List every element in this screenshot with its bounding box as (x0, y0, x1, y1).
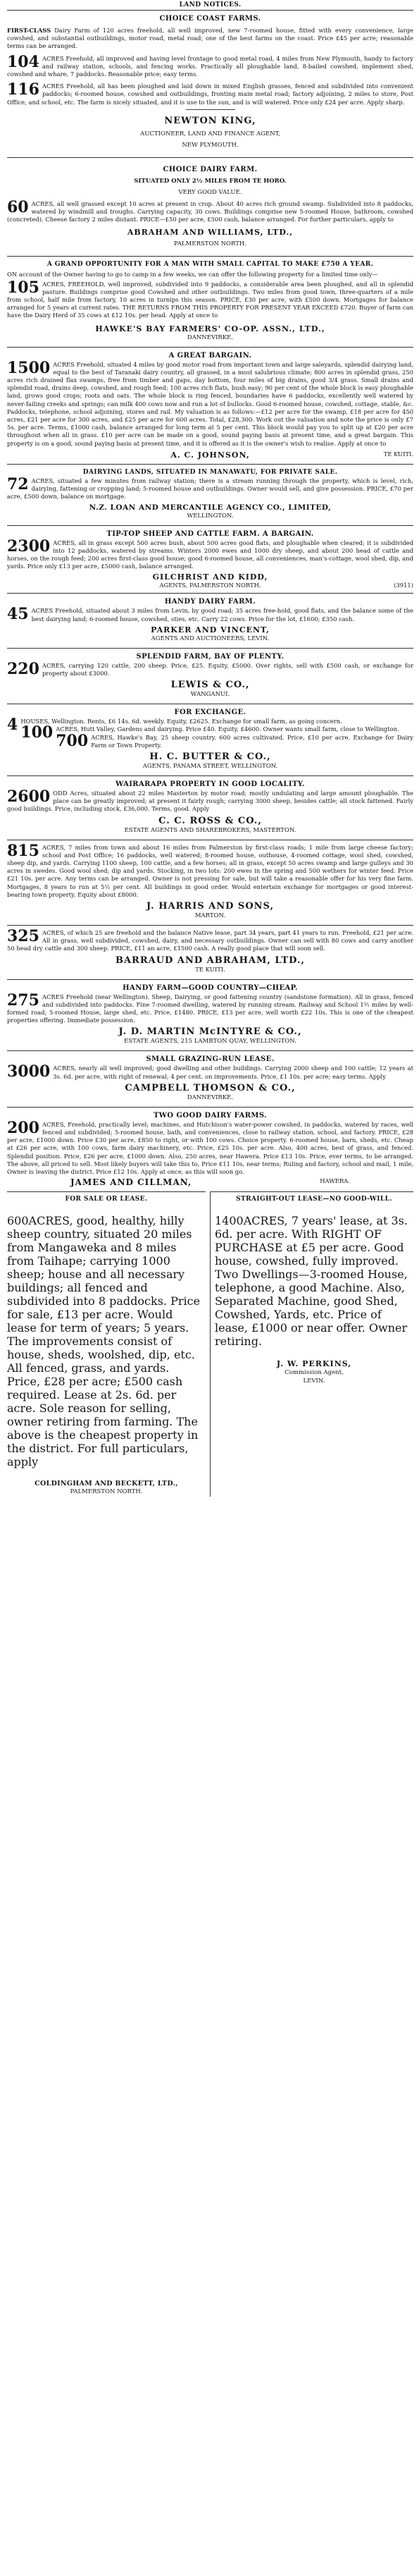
ad-for-sale-or-lease (7, 1191, 206, 1497)
listing-acres: 600 (7, 1214, 29, 1228)
listing-intro: ON account of the Owner having to go to camp in a few weeks, we can offer the following property for a limited time only— (7, 271, 378, 278)
agent-location: ESTATE AGENTS, 215 LAMBTON QUAY, WELLINGTON. (124, 1038, 296, 1045)
ad-heading: A GREAT BARGAIN. (168, 351, 252, 360)
ad-heading: SMALL GRAZING-RUN LEASE. (146, 1055, 275, 1064)
listing-text: ACRES Freehold (near Wellington). Sheep, Dairying, or good fattening country (sandstone formation). All in grass, fenced and subdivided into paddocks. Fine 7-roomed dwelling, watered by running stream. Railway and School 1½ miles by well-formed road; 5-roomed House, large shed, etc. Price, £1480. PRICE, £13 per acre, well worth £22 10s. This is one of the cheapest properties offering. Immediate possession. (7, 993, 413, 1024)
listing-acres: 275 (7, 990, 39, 1010)
listing-text: ACRES, Hawke's Bay, 25 sheep country. 600 acres cultivated. Price, £10 per acre. Exchange for Dairy Farm or Town Property. (91, 733, 413, 749)
agent-row (7, 582, 413, 589)
ad-handy-dairy-farm-levin (7, 597, 413, 643)
listing (7, 1214, 206, 1468)
agent-location: HAWERA. (320, 1177, 350, 1185)
divider (7, 925, 413, 926)
ad-heading: WAIRARAPA PROPERTY IN GOOD LOCALITY. (115, 780, 305, 788)
listing (7, 787, 413, 814)
divider (7, 464, 413, 465)
divider (7, 1107, 413, 1108)
agent-name: BARRAUD AND ABRAHAM, LTD., (115, 955, 306, 966)
listing (7, 27, 413, 51)
ad-heading: A GRAND OPPORTUNITY FOR A MAN WITH SMALL CAPITAL TO MAKE £750 A YEAR. (46, 261, 374, 269)
agent-name: N.Z. LOAN AND MERCANTILE AGENCY CO., LIMITED, (89, 503, 332, 512)
ad-grand-opportunity (7, 260, 413, 342)
listing-count: 4 (7, 716, 18, 735)
agent-name: ABRAHAM AND WILLIAMS, LTD., (127, 228, 294, 238)
agent-location: AGENTS, PALMERSTON NORTH. (159, 582, 261, 589)
ad-heading: CHOICE DAIRY FARM. (163, 165, 258, 173)
listing-text: ACRES, of which 25 are freehold and the balance Native lease, part 34 years, part 41 years to run. Freehold, £21 per acre. All in grass, well subdivided, cowshed, dairy, and necessary outbuildings. Owner can sell with 80 cows and carry another 50 head dry cattle and 300 sheep. PRICE, £11 an acre, £1500 cash. A really good place that will soon sell. (7, 928, 413, 952)
listing-text: ACRES, carrying 120 cattle, 200 sheep. Price, £25. Equity, £5000. Over rights, sell with £500 cash, or exchange for property about £3000. (42, 661, 413, 677)
listing-text: ACRES Freehold, situated about 3 miles from Levin, by good road; 35 acres free-hold, good flats, and the balance some of the best dairying land; 6-roomed house, cowshed, sties, etc. Carry 22 cows. Price for the lot, £1600; £350 cash. (31, 607, 413, 622)
agent-location: TE KUITI. (383, 450, 413, 458)
listing-text: ODD Acres, situated about 22 miles Masterton by motor road; mostly undulating and large amount ploughable. The place can be greatly improved; at present it fairly rough; carrying 3000 sheep, besides cattle; all stock fattened. Fairly good buildings. Price, including stock, £36,000. Terms, good. Apply (7, 789, 413, 813)
listing-acres: 220 (7, 659, 39, 678)
bottom-columns (7, 1191, 413, 1497)
listing (7, 278, 413, 320)
agent-name: COLDINGHAM AND BECKETT, LTD., (35, 1480, 178, 1488)
ad-small-grazing-run-lease (7, 1055, 413, 1102)
ad-subheading: SITUATED ONLY 2½ MILES FROM TE HORO. (134, 177, 287, 185)
ad-dairying-lands-manawatu (7, 468, 413, 521)
divider (7, 157, 413, 158)
listing-text: ACRES Freehold, all improved and having level frontage to good metal road, 4 miles from New Plymouth, handy to factory and railway station, schools, and fencing works. Practically all ploughable land, 8-bailed cowshed, implement shed, cowshed and whare, 7 paddocks. Reasonable price; easy terms. (7, 54, 413, 78)
listing (7, 990, 413, 1025)
listing-acres: 200 (7, 1118, 39, 1137)
ad-acres-815 (7, 844, 413, 921)
divider (7, 979, 413, 980)
listing-text: ACRES, all in grass except 500 acres bush, about 500 acres good flats, and ploughable when cleared; it is subdivided into 12 paddocks, watered by streams. Winters 2000 ewes and 1000 dry sheep, and about 200 head of cattle and horses, on the rough feed; 200 acres first-class good house; good 6-roomed house, all conveniences, man's-cottage, wool shed, dip, and yards. Price only £13 per acre, £5000 cash, balance arranged. (7, 539, 413, 570)
agent-name: C. C. ROSS & CO., (158, 815, 262, 826)
ad-choice-dairy-farm (7, 161, 413, 250)
ad-for-exchange (7, 708, 413, 771)
agent-name: J. W. PERKINS, (276, 1359, 352, 1369)
agent-row (7, 450, 413, 460)
divider (7, 775, 413, 776)
spacer (7, 582, 49, 589)
listing-text: ACRES Freehold, all has been ploughed and laid down in mixed English grasses, fenced and subdivided into convenient paddocks; 6-roomed house, cowshed and outbuildings, fronting main metal road; factory adjoining, 2 miles to store, Post Office, and school, etc. The farm is nicely situated, and it is use to the sun, and is will watered. Price only £24 per acre. Apply sharp. (7, 82, 413, 106)
listing-text: HOUSES, Wellington. Rents, £6 14s. 6d. weekly. Equity, £2625. Exchange for small farm, as going concern. (20, 718, 342, 725)
agent-name: A. C. JOHNSON, (170, 450, 250, 460)
ad-heading: STRAIGHT-OUT LEASE—NO GOOD-WILL. (236, 1196, 392, 1203)
spacer (7, 450, 92, 460)
agent-location: AGENTS AND AUCTIONEERS, LEVIN. (151, 634, 270, 642)
agent-name: JAMES AND CILLMAN, (70, 1177, 192, 1188)
agent-location: LEVIN. (303, 1378, 325, 1385)
listing-acres: 3000 (7, 1062, 51, 1081)
divider (7, 10, 413, 11)
listing (7, 607, 413, 622)
ad-reference: (3911) (394, 582, 413, 589)
listing (7, 358, 413, 448)
listing-text: ACRES, FREEHOLD, well improved, subdivided into 9 paddocks, a considerable area been ploughed, and all in splendid pasture. Buildings comprise good Cowshed and other outbuildings. Two miles from good town, three-quarters of a mile from school, half mile from factory, 10 acres in turnips this season. PRICE, £30 per acre, with £500 down. Mortgages for balance arranged for 5 years at current rates. THE RETURNS FROM THIS PROPERTY FOR PRESENT YEAR EXCEED £720. Buyer of farm can have the Dairy Herd of 35 cows at £12 10s. per head. Apply at once to (7, 280, 413, 319)
listing-acres: 1400 (215, 1214, 244, 1228)
listing-acres: 60 (7, 197, 29, 216)
listing-text: ACRES, Hutt Valley, Gardens and dairying. Price £40. Equity, £4600. Owner wants small farm, close to Wellington. (56, 725, 399, 733)
agent-location: TE KUITI. (195, 966, 225, 974)
listing (7, 844, 413, 899)
agent-location: AGENTS, PANAMA STREET, WELLINGTON. (142, 762, 278, 770)
ad-heading: FOR EXCHANGE. (174, 709, 246, 717)
listing (7, 929, 413, 953)
agent-name: NEWTON KING, (164, 115, 256, 126)
page-header: LAND NOTICES. (179, 1, 242, 8)
listing-acres: 104 (7, 52, 39, 71)
ad-acres-325 (7, 929, 413, 975)
agent-location: DANNEVIRKE. (187, 1093, 234, 1101)
agent-detail: AUCTIONEER, LAND AND FINANCE AGENT, (140, 130, 280, 137)
listing-text: ACRES Freehold, situated 4 miles by good motor road from important town and large saleyards, splendid dairying land, equal to the best of Taranaki dairy country, all grassed, in a most salubrious climate; 800 acres in splendid grass, 250 acres rich drained flax swamps, free from timber and gaps, day bottom, four miles of big drains, good 3/4 grass. Small drains and splendid road, drains deep, cowshed, and rough feed; 100 acres rich flats, bush easy; 90 per cent of the whole block is easy ploughable land, grows good crops; roots and oats. The whole block is ring fenced, boundaries have 6 paddocks, excellently well watered by never-failing creeks and springs; can milk 400 cows now and run a lot of bullocks. Good 6-roomed house, cowshed, cottage, stable, &c. Paddocks, telephone, school adjoining, stores and rail. My valuation is as follows:—£12 per acre for the swamp, £18 per acre for 450 acres, £21 per acre for 300 acres, and £25 per acre for 600 acres. Total, £28,300. Work out the valuation and note the price is only £7 5s. per acre. Terms, £1000 cash, balance arranged for long term at 5 per cent. This block would pay you to split up at £20 per acre throughout when all in grass. £10 per acre can be made on a good, sound paying basis at present time, and a great bargain. This property is on a good, sound paying basis at present time, and it is offered as it is the owner's wish to realise. Apply at once to (7, 360, 413, 447)
agent-name: HAWKE'S BAY FARMERS' CO-OP. ASSN., LTD., (95, 324, 325, 333)
ad-heading: DAIRYING LANDS, SITUATED IN MANAWATU, FOR PRIVATE SALE. (82, 468, 338, 476)
ad-heading: FOR SALE OR LEASE. (65, 1196, 148, 1203)
listing (215, 1214, 413, 1348)
divider (186, 109, 235, 110)
listing (7, 1118, 413, 1176)
ad-heading: TIP-TOP SHEEP AND CATTLE FARM. A BARGAIN. (106, 529, 314, 538)
agent-location: ESTATE AGENTS AND SHAREBROKERS, MASTERTON. (124, 826, 296, 834)
agent-location: DANNEVIRKE. (187, 333, 234, 341)
listing-acres: 45 (7, 605, 29, 624)
listing (7, 659, 413, 678)
listing (7, 1062, 413, 1081)
divider (7, 525, 413, 526)
listing (7, 536, 413, 571)
ad-subheading: VERY GOOD VALUE. (178, 188, 242, 196)
agent-location: NEW PLYMOUTH. (182, 141, 239, 149)
agent-location: WELLINGTON. (187, 512, 234, 520)
listing (7, 197, 413, 224)
divider (7, 648, 413, 649)
agent-name: J. HARRIS AND SONS, (146, 900, 274, 912)
ad-heading: CHOICE COAST FARMS. (159, 15, 261, 23)
agent-detail: Commission Agent, (284, 1369, 344, 1377)
agent-location: PALMERSTON NORTH. (173, 240, 247, 248)
listing-acres: 325 (7, 928, 39, 945)
newspaper-page (0, 1, 419, 2576)
ad-heading: HANDY DAIRY FARM. (164, 598, 256, 606)
agent-name: PARKER AND VINCENT, (151, 625, 270, 634)
agent-name: CAMPBELL THOMSON & CO., (125, 1082, 296, 1093)
agent-location: WANGANUI. (190, 691, 230, 699)
agent-name: J. D. MARTIN McINTYRE & CO., (118, 1026, 302, 1038)
agent-location: MARTON. (194, 912, 226, 919)
listing-acres: 1500 (7, 358, 51, 377)
agent-name: LEWIS & CO., (170, 680, 250, 691)
ad-straight-out-lease (210, 1191, 413, 1497)
listing (7, 82, 413, 106)
ad-great-bargain (7, 351, 413, 460)
listing-acres: 105 (7, 278, 39, 297)
listing-text: Dairy Farm of 120 acres freehold, all well improved, new 7-roomed house, fitted with every convenience, large cowshed, and substantial outbuildings, motor road, metal road; one of the best farms on the coast. Price £45 per acre; reasonable terms can be arranged. (7, 27, 413, 50)
listing-acres: 815 (7, 843, 39, 860)
listing (7, 474, 413, 501)
listing-text: ACRES, nearly all well improved; good dwelling and other buildings. Carrying 2000 sheep and 100 cattle; 12 years at 3s. 6d. per acre, with right of renewal; 4 per cent. on improvements. Price, £1 10s. per acre; easy terms. Apply (53, 1065, 413, 1080)
ad-tip-top-sheep-cattle (7, 529, 413, 589)
ad-heading: SPLENDID FARM, BAY OF PLENTY. (136, 652, 284, 661)
ad-heading: TWO GOOD DAIRY FARMS. (153, 1111, 268, 1120)
listing-acres: 700 (56, 731, 89, 750)
agent-name: H. C. BUTTER & CO., (149, 751, 271, 762)
divider (7, 256, 413, 257)
listing-text: ACRES, 7 miles from town and about 16 miles from Palmerston by first-class roads; 1 mile from large cheese factory; school and Post Office; 16 paddocks, well watered; 8-roomed house, outhouse, 4-roomed cottage, wool shed, cowshed, sheep dip, and yards. Carrying 1100 sheep, 100 cattle, and a few horses; all in grass, except 50 acres swamp and large gulleys and 30 acres in swedes. Good wool shed; dip and yards. Stocking, in two lots: 200 ewes in the spring and 500 wethers for winter feed. Price £21 10s. per acre. Any terms can be arranged. Owner is not pressing for sale, but will take a reasonable offer for his very fine farm. Mortgages, 8 years to run at 5½ per cent. All buildings in good order. Would entertain exchange for mortgages or good interest-bearing town property. Equity about £8000. (7, 843, 413, 898)
divider (7, 593, 413, 594)
listing-acres: 2300 (7, 536, 51, 556)
ad-choice-coast-farms (7, 14, 413, 150)
listing (7, 52, 413, 79)
ad-wairarapa-property (7, 780, 413, 835)
listing-acres: 116 (7, 80, 39, 99)
listing-text: ACRES, good, healthy, hilly sheep country, situated 20 miles from Mangaweka and 8 miles from Taihape; carrying 1000 sheep; house and all necessary buildings; all fenced and subdivided into 8 paddocks. Price for sale, £13 per acre. Would lease for term of years; 5 years. The improvements consist of house, sheds, woolshed, dip, etc. All fenced, grass, and yards. Price, £28 per acre; £500 cash required. Lease at 2s. 6d. per acre. Sole reason for selling, owner retiring from farming. The above is the cheapest property in the district. For full particulars, apply (7, 1214, 201, 1469)
listing-text: ACRES, Freehold, practically level; machines, and Hutchison's water-power cowshed, in paddocks, watered by races, well fenced and subdivided; 5-roomed house, bath, and conveniences, close to railway station, school, and factory. PRICE, £28 per acre, £1000 down. Price £30 per acre, £850 to right, or with 100 cows. Choice property. 6-roomed house, barn, sheds, etc. Cheap at £26 per acre, with 100 cows, farm dairy machinery, etc. Price, £25 10s. per acre. Also, 400 acres, best of grass, and fenced. Splendid position. Price, £26 per acre, £1000 down. Also, 250 acres, near Hawera. Price £13 10s. Price, ever terms, to be arranged. The above, all priced to sell. Most likely buyers will take this to, Price £11 10s, near terms; Ruling and factory, school and mail, 1 mile, Owner is leaving the district. Price £12 10s. Apply at once, as this will soon go. (7, 1120, 413, 1176)
agent-name: GILCHRIST AND KIDD, (152, 572, 268, 582)
ad-two-good-dairy-farms (7, 1111, 413, 1187)
listing-acres: 100 (20, 723, 54, 742)
listing-text: ACRES, 7 years' lease, at 3s. 6d. per acre. With RIGHT OF PURCHASE at £5 per acre. Good house, cowshed, fully improved. Two Dwellings—3-roomed House, telephone, a good Machine. Also, Separated Machine, good Shed, Cowshed, Yards, etc. Price of lease, £1000 or near offer. Owner retiring. (215, 1214, 408, 1349)
ad-handy-farm-good-country (7, 983, 413, 1047)
ad-heading: HANDY FARM—GOOD COUNTRY—CHEAP. (123, 983, 298, 992)
ad-splendid-farm-bay-of-plenty (7, 652, 413, 699)
agent-location: PALMERSTON NORTH. (70, 1488, 143, 1496)
divider (7, 1050, 413, 1051)
divider (7, 347, 413, 348)
listing-text: ACRES, all well grassed except 10 acres at present in crop. About 40 acres rich ground swamp. Subdivided into 8 paddocks, watered by windmill and troughs. Carrying capacity, 30 cows. Buildings comprise new 5-roomed House, bathroom, cowshed (concreted). Cheese factory 2 miles distant. PRICE—£50 per acre, £500 cash, balance arranged. For further particulars, apply to (7, 200, 413, 223)
listing-acres: 2600 (7, 787, 51, 806)
listing-acres: 72 (7, 474, 29, 493)
agent-row (7, 1177, 413, 1187)
listing-text: ACRES, situated a few minutes from railway station; there is a stream running through the property, which is level, rich, dairying, fattening or cropping land; 5-roomed house and outbuildings. Owner would sell, and give possession. PRICE, £70 per acre, £500 down, balance on mortgage. (7, 477, 413, 501)
listing-lead: FIRST-CLASS (7, 27, 51, 34)
